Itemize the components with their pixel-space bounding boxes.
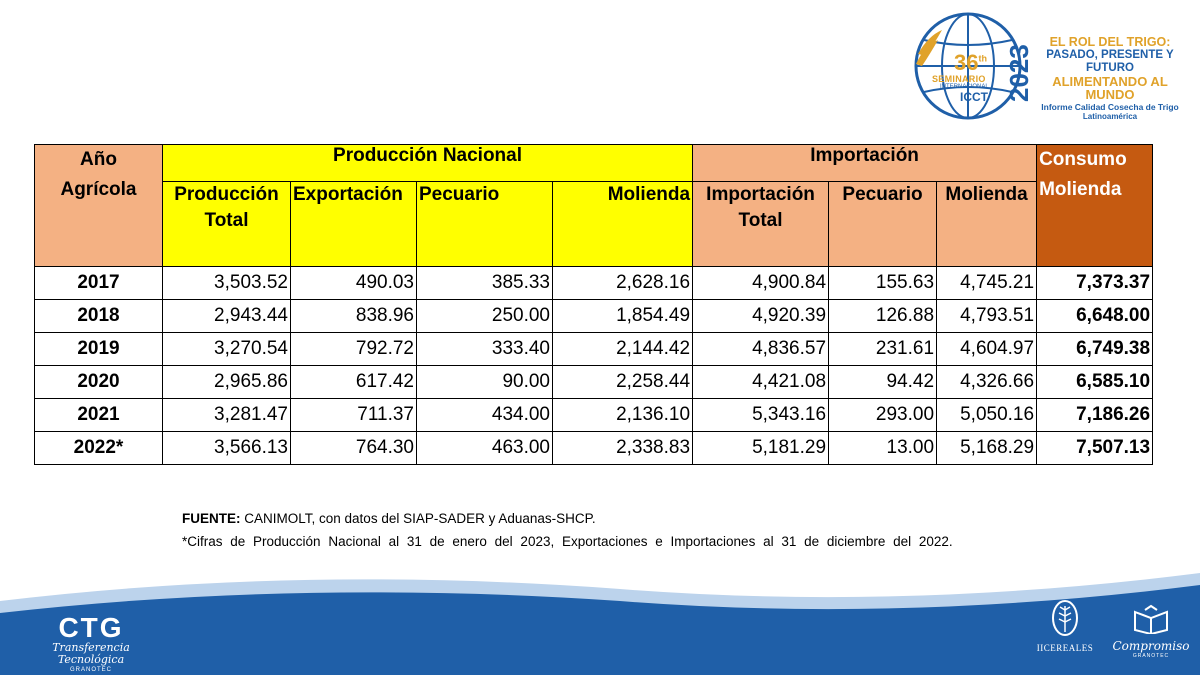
compromiso-text: Compromiso <box>1112 639 1190 653</box>
international-label: INTERNACIONAL <box>940 84 989 90</box>
cell-year: 2022* <box>35 432 163 465</box>
cell-production-total: 2,943.44 <box>163 300 291 333</box>
seminar-number: 36th <box>954 50 987 75</box>
cell-pecuario: 90.00 <box>417 366 553 399</box>
header-year: Año Agrícola <box>35 145 163 267</box>
cell-year: 2018 <box>35 300 163 333</box>
cell-consumption: 7,186.26 <box>1037 399 1153 432</box>
cell-consumption: 7,507.13 <box>1037 432 1153 465</box>
cell-exportacion: 838.96 <box>291 300 417 333</box>
table-row <box>35 333 1153 366</box>
footnote: *Cifras de Producción Nacional al 31 de enero del 2023, Exportaciones e Importaciones al 31 de diciembre del 2022. <box>182 534 953 549</box>
seminar-year: 2023 <box>1004 44 1034 102</box>
cell-exportacion: 792.72 <box>291 333 417 366</box>
seminar-slogan <box>1030 36 1190 121</box>
cell-consumption: 6,648.00 <box>1037 300 1153 333</box>
cell-pecuario: 385.33 <box>417 267 553 300</box>
header-import-molienda: Molienda <box>937 182 1037 267</box>
cell-import-pecuario: 155.63 <box>829 267 937 300</box>
cell-import-total: 5,181.29 <box>693 432 829 465</box>
slogan-line-5: Latinoamérica <box>1082 112 1138 121</box>
slogan-line-2: PASADO, PRESENTE Y FUTURO <box>1046 49 1174 74</box>
cell-molienda: 1,854.49 <box>553 300 693 333</box>
book-icon <box>1131 604 1171 634</box>
wheat-balance-table <box>34 144 1153 465</box>
cell-production-total: 3,503.52 <box>163 267 291 300</box>
iicereales-logo <box>1030 598 1100 653</box>
table-row <box>35 300 1153 333</box>
header-production-group: Producción Nacional <box>163 145 693 182</box>
cell-molienda: 2,136.10 <box>553 399 693 432</box>
cell-pecuario: 434.00 <box>417 399 553 432</box>
slogan-line-1: EL ROL DEL TRIGO: <box>1049 35 1171 49</box>
cell-year: 2019 <box>35 333 163 366</box>
cell-pecuario: 463.00 <box>417 432 553 465</box>
cell-production-total: 3,281.47 <box>163 399 291 432</box>
cell-year: 2017 <box>35 267 163 300</box>
cell-production-total: 3,566.13 <box>163 432 291 465</box>
header-molienda: Molienda <box>553 182 693 267</box>
cell-year: 2021 <box>35 399 163 432</box>
cell-consumption: 7,373.37 <box>1037 267 1153 300</box>
cell-consumption: 6,585.10 <box>1037 366 1153 399</box>
header-import-pecuario: Pecuario <box>829 182 937 267</box>
source-line <box>182 510 994 527</box>
cell-import-pecuario: 126.88 <box>829 300 937 333</box>
source-text: CANIMOLT, con datos del SIAP-SADER y Aduanas-SHCP. <box>244 511 596 526</box>
icct-label: ICCT <box>960 90 988 104</box>
cell-pecuario: 333.40 <box>417 333 553 366</box>
cell-import-pecuario: 293.00 <box>829 399 937 432</box>
table-row <box>35 366 1153 399</box>
cell-molienda: 2,628.16 <box>553 267 693 300</box>
cell-consumption: 6,749.38 <box>1037 333 1153 366</box>
cell-exportacion: 617.42 <box>291 366 417 399</box>
cell-molienda: 2,338.83 <box>553 432 693 465</box>
cell-import-pecuario: 13.00 <box>829 432 937 465</box>
cell-pecuario: 250.00 <box>417 300 553 333</box>
cell-import-molienda: 4,604.97 <box>937 333 1037 366</box>
cell-import-molienda: 5,050.16 <box>937 399 1037 432</box>
compromiso-company: GRANOTEC <box>1132 653 1170 659</box>
cell-import-molienda: 5,168.29 <box>937 432 1037 465</box>
cell-import-total: 4,900.84 <box>693 267 829 300</box>
wheat-icon <box>1050 598 1080 638</box>
table-row <box>35 267 1153 300</box>
cell-year: 2020 <box>35 366 163 399</box>
compromiso-logo <box>1108 604 1194 659</box>
cell-import-total: 4,836.57 <box>693 333 829 366</box>
table-row <box>35 399 1153 432</box>
source-label: FUENTE: <box>182 511 241 526</box>
ctg-company: GRANOTEC <box>69 667 112 673</box>
cell-import-molienda: 4,745.21 <box>937 267 1037 300</box>
ctg-logo <box>26 612 156 673</box>
cell-import-total: 5,343.16 <box>693 399 829 432</box>
cell-import-pecuario: 94.42 <box>829 366 937 399</box>
header-pecuario: Pecuario <box>417 182 553 267</box>
cell-import-molienda: 4,793.51 <box>937 300 1037 333</box>
cell-import-molienda: 4,326.66 <box>937 366 1037 399</box>
cell-exportacion: 764.30 <box>291 432 417 465</box>
header-import-total: Importación Total <box>693 182 829 267</box>
cell-import-total: 4,920.39 <box>693 300 829 333</box>
cell-production-total: 3,270.54 <box>163 333 291 366</box>
source-notes <box>182 510 994 550</box>
seminar-label: SEMINARIO <box>932 74 986 84</box>
slogan-line-4: Informe Calidad Cosecha de Trigo <box>1041 102 1179 112</box>
header-production-total: Producción Total <box>163 182 291 267</box>
cell-exportacion: 490.03 <box>291 267 417 300</box>
ctg-subtitle: Transferencia Tecnológica <box>52 641 130 666</box>
cell-molienda: 2,258.44 <box>553 366 693 399</box>
footer-wave <box>0 555 1200 675</box>
header-exportacion: Exportación <box>291 182 417 267</box>
cell-production-total: 2,965.86 <box>163 366 291 399</box>
seminar-logo <box>912 10 1194 122</box>
slogan-line-3: ALIMENTANDO AL MUNDO <box>1052 74 1168 102</box>
cell-molienda: 2,144.42 <box>553 333 693 366</box>
cell-exportacion: 711.37 <box>291 399 417 432</box>
ctg-title: CTG <box>58 612 124 643</box>
iicereales-text: IICEREALES <box>1036 643 1094 653</box>
cell-import-pecuario: 231.61 <box>829 333 937 366</box>
table-row <box>35 432 1153 465</box>
cell-import-total: 4,421.08 <box>693 366 829 399</box>
header-import-group: Importación <box>693 145 1037 182</box>
header-consumption: Consumo Molienda <box>1037 145 1153 267</box>
